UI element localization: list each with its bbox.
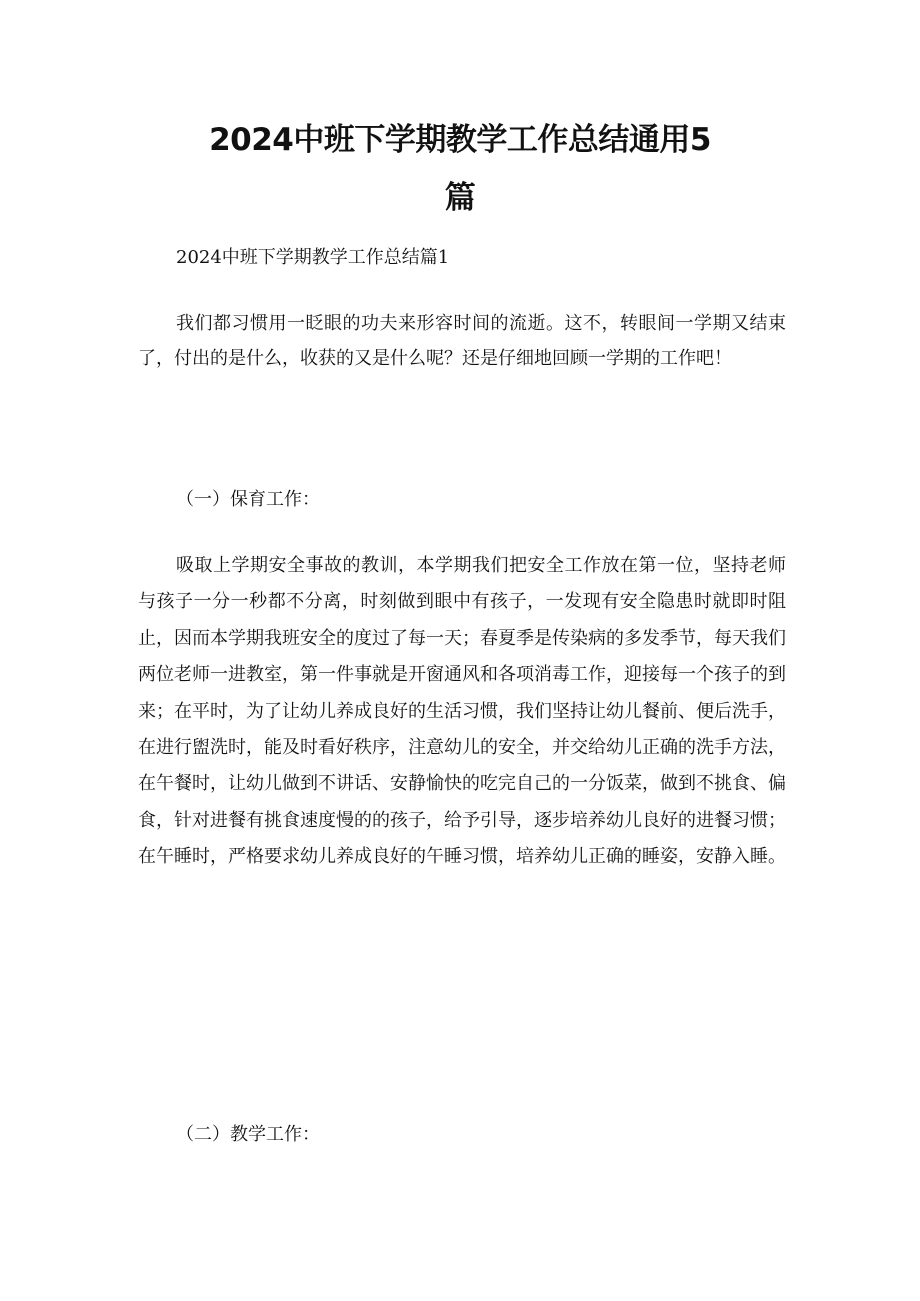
- section-heading-teaching: （二）教学工作：: [176, 1124, 320, 1145]
- childcare-paragraph: 吸取上学期安全事故的教训，本学期我们把安全工作放在第一位，坚持老师与孩子一分一秒都不分离，时刻做到眼中有孩子，一发现有安全隐患时就即时阻止，因而本学期我班安全的度过了每一天；春夏季是传染病的多发季节，每天我们两位老师一进教室，第一件事就是开窗通风和各项消毒工作，迎接每一个孩子的到来；在平时，为了让幼儿养成良好的生活习惯，我们坚持让幼儿餐前、便后洗手，在进行盥洗时，能及时看好秩序，注意幼儿的安全，并交给幼儿正确的洗手方法，在午餐时，让幼儿做到不讲话、安静愉快的吃完自己的一分饭菜，做到不挑食、偏食，针对进餐有挑食速度慢的的孩子，给予引导，逐步培养幼儿良好的进餐习惯；在午睡时，严格要求幼儿养成良好的午睡习惯，培养幼儿正确的睡姿，安静入睡。: [138, 555, 786, 868]
- section-heading-childcare: （一）保育工作：: [176, 489, 320, 510]
- document-title-line1: 2024中班下学期教学工作总结通用5: [209, 122, 711, 158]
- document-title-line2: 篇: [444, 180, 476, 216]
- intro-paragraph: 我们都习惯用一眨眼的功夫来形容时间的流逝。这不，转眼间一学期又结束了，付出的是什么，收获的又是什么呢？还是仔细地回顾一学期的工作吧！: [138, 313, 786, 369]
- article-subheading: 2024中班下学期教学工作总结篇1: [176, 247, 450, 268]
